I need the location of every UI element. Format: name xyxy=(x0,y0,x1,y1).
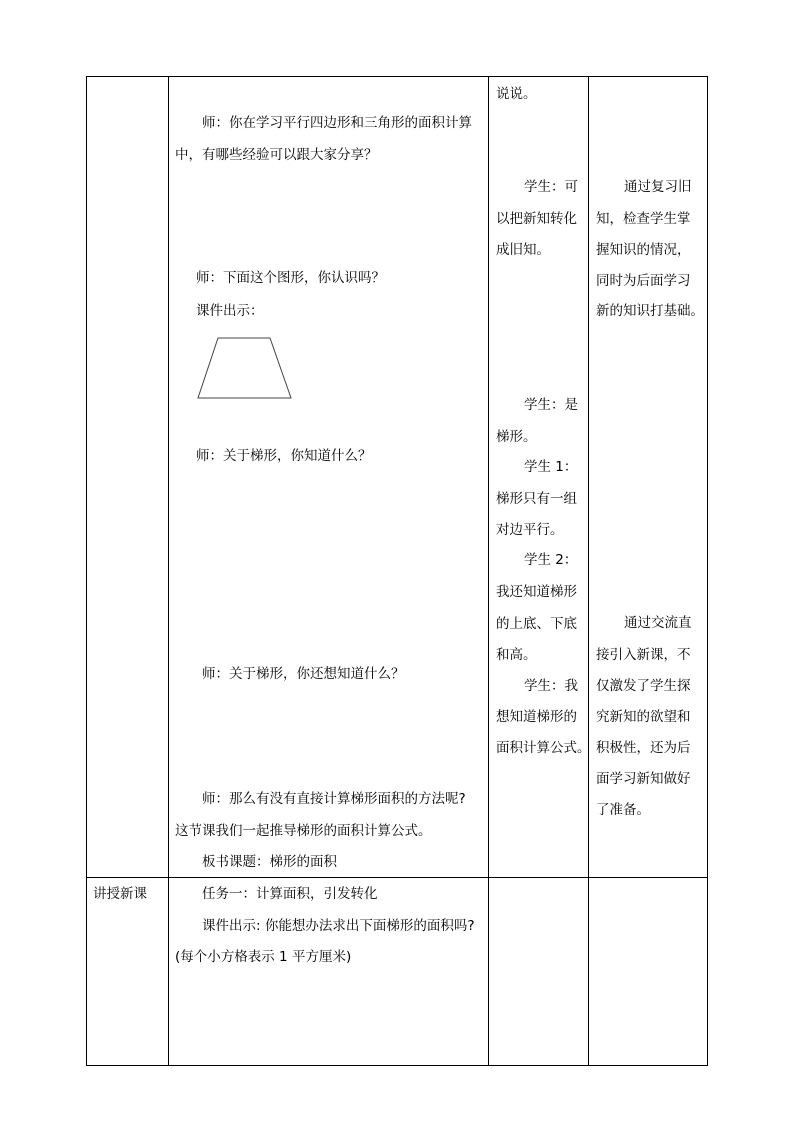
intent-2-cont: 究新知的欲望和 xyxy=(596,709,691,725)
student-answer-4-cont: 我还知道梯形 xyxy=(496,584,577,600)
intent-2-cont: 接引入新课，不 xyxy=(596,647,691,663)
student-answer-3: 学生 1： xyxy=(524,459,578,475)
intent-1: 通过复习旧 xyxy=(624,179,692,195)
intent-2-cont: 仅激发了学生探 xyxy=(596,678,691,694)
intent-1-cont: 知，检查学生掌 xyxy=(596,211,691,227)
student-text: 说说。 xyxy=(496,86,537,102)
teacher-question-1-cont: 中，有哪些经验可以跟大家分享？ xyxy=(175,147,378,163)
courseware-prompt: 课件出示: 你能想办法求出下面梯形的面积吗? xyxy=(202,918,475,934)
table-top-border xyxy=(86,76,708,77)
col-divider-1 xyxy=(168,76,169,1066)
task-title: 任务一：计算面积，引发转化 xyxy=(202,886,378,902)
trapezoid-figure xyxy=(196,337,294,401)
table-bottom-border xyxy=(86,1065,708,1066)
teacher-question-5: 师：那么有没有直接计算梯形面积的方法呢? xyxy=(202,791,466,807)
table-left-border xyxy=(86,76,87,1066)
intent-2-cont: 积极性，还为后 xyxy=(596,740,691,756)
student-answer-4: 学生 2： xyxy=(524,552,578,568)
stage-label: 讲授新课 xyxy=(93,886,147,902)
teacher-question-1: 师：你在学习平行四边形和三角形的面积计算 xyxy=(202,115,472,131)
student-answer-4-cont: 的上底、下底 xyxy=(496,616,577,632)
student-answer-5-cont: 面积计算公式。 xyxy=(496,740,591,756)
intent-2-cont: 面学习新知做好 xyxy=(596,771,691,787)
student-answer-3-cont: 梯形只有一组 xyxy=(496,491,577,507)
student-answer-1: 学生：可 xyxy=(524,179,578,195)
intent-2: 通过交流直 xyxy=(624,615,692,631)
row-divider xyxy=(86,877,708,878)
intent-1-cont: 新的知识打基础。 xyxy=(596,303,704,319)
courseware-label: 课件出示： xyxy=(196,303,264,319)
courseware-prompt-cont: (每个小方格表示 1 平方厘米) xyxy=(175,949,352,965)
teacher-question-5-cont: 这节课我们一起推导梯形的面积计算公式。 xyxy=(175,823,432,839)
student-answer-4-cont: 和高。 xyxy=(496,647,537,663)
student-answer-1-cont: 成旧知。 xyxy=(496,242,550,258)
teacher-question-3: 师：关于梯形，你知道什么？ xyxy=(196,448,372,464)
col-divider-2 xyxy=(488,76,489,1066)
teacher-question-4: 师：关于梯形，你还想知道什么？ xyxy=(202,666,405,682)
student-answer-3-cont: 对边平行。 xyxy=(496,522,564,538)
student-answer-5-cont: 想知道梯形的 xyxy=(496,709,577,725)
intent-1-cont: 握知识的情况， xyxy=(596,242,691,258)
intent-1-cont: 同时为后面学习 xyxy=(596,273,691,289)
teacher-question-2: 师：下面这个图形，你认识吗？ xyxy=(196,270,385,286)
student-answer-5: 学生：我 xyxy=(524,678,578,694)
col-divider-3 xyxy=(588,76,589,1066)
student-answer-2-cont: 梯形。 xyxy=(496,429,537,445)
intent-2-cont: 了准备。 xyxy=(596,802,650,818)
board-title: 板书课题：梯形的面积 xyxy=(202,854,337,870)
student-answer-2: 学生：是 xyxy=(524,397,578,413)
table-right-border xyxy=(707,76,708,1066)
student-answer-1-cont: 以把新知转化 xyxy=(496,211,577,227)
